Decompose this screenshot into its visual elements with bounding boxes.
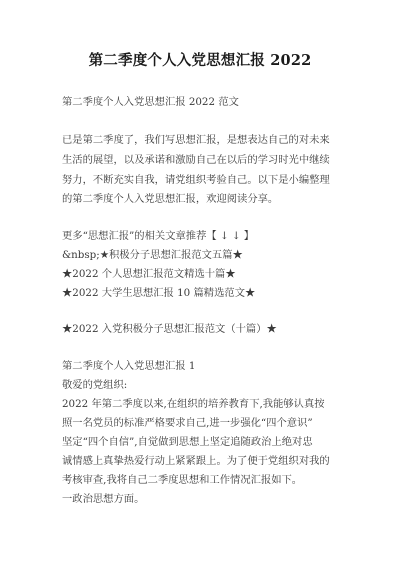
section-title: 第二季度个人入党思想汇报 1 bbox=[62, 360, 196, 372]
body-line-4: 诚情感上真挚热爱行动上紧紧跟上。为了便于党组织对我的 bbox=[62, 455, 330, 467]
body-line-1: 2022 年第二季度以来,在组织的培养教育下,我能够认真按 bbox=[62, 398, 325, 410]
recommend-line: 更多“思想汇报”的相关文章推荐【 ↓ ↓ 】 bbox=[62, 230, 255, 242]
intro-line-2: 生活的展望，以及承诺和激励自己在以后的学习时光中继续 bbox=[62, 154, 330, 166]
intro-line-4: 的第二季度个人入党思想汇报，欢迎阅读分享。 bbox=[62, 193, 279, 205]
document-title: 第二季度个人入党思想汇报 2022 bbox=[88, 52, 312, 69]
article-link-2[interactable]: ★2022 个人思想汇报范文精选十篇★ bbox=[62, 268, 236, 280]
body-line-2: 照一名党员的标准严格要求自己,进一步强化“四个意识” bbox=[62, 417, 313, 429]
body-line-3: 坚定“四个自信”,自觉做到思想上坚定追随政治上绝对忠 bbox=[62, 436, 313, 448]
salutation: 敬爱的党组织: bbox=[62, 379, 128, 391]
body-line-6: 一政治思想方面。 bbox=[62, 493, 145, 505]
body-line-5: 考核审查,我将自己二季度思想和工作情况汇报如下。 bbox=[62, 474, 303, 486]
intro-line-3: 努力，不断充实自我，请党组织考验自己。以下是小编整理 bbox=[62, 174, 330, 186]
article-link-3[interactable]: ★2022 大学生思想汇报 10 篇精选范文★ bbox=[62, 287, 256, 299]
article-link-1[interactable]: &nbsp;★积极分子思想汇报范文五篇★ bbox=[62, 249, 243, 261]
intro-line-1: 已是第二季度了，我们写思想汇报，是想表达自己的对未来 bbox=[62, 134, 330, 146]
document-subtitle: 第二季度个人入党思想汇报 2022 范文 bbox=[62, 96, 239, 108]
article-link-featured[interactable]: ★2022 入党积极分子思想汇报范文（十篇）★ bbox=[62, 323, 277, 335]
